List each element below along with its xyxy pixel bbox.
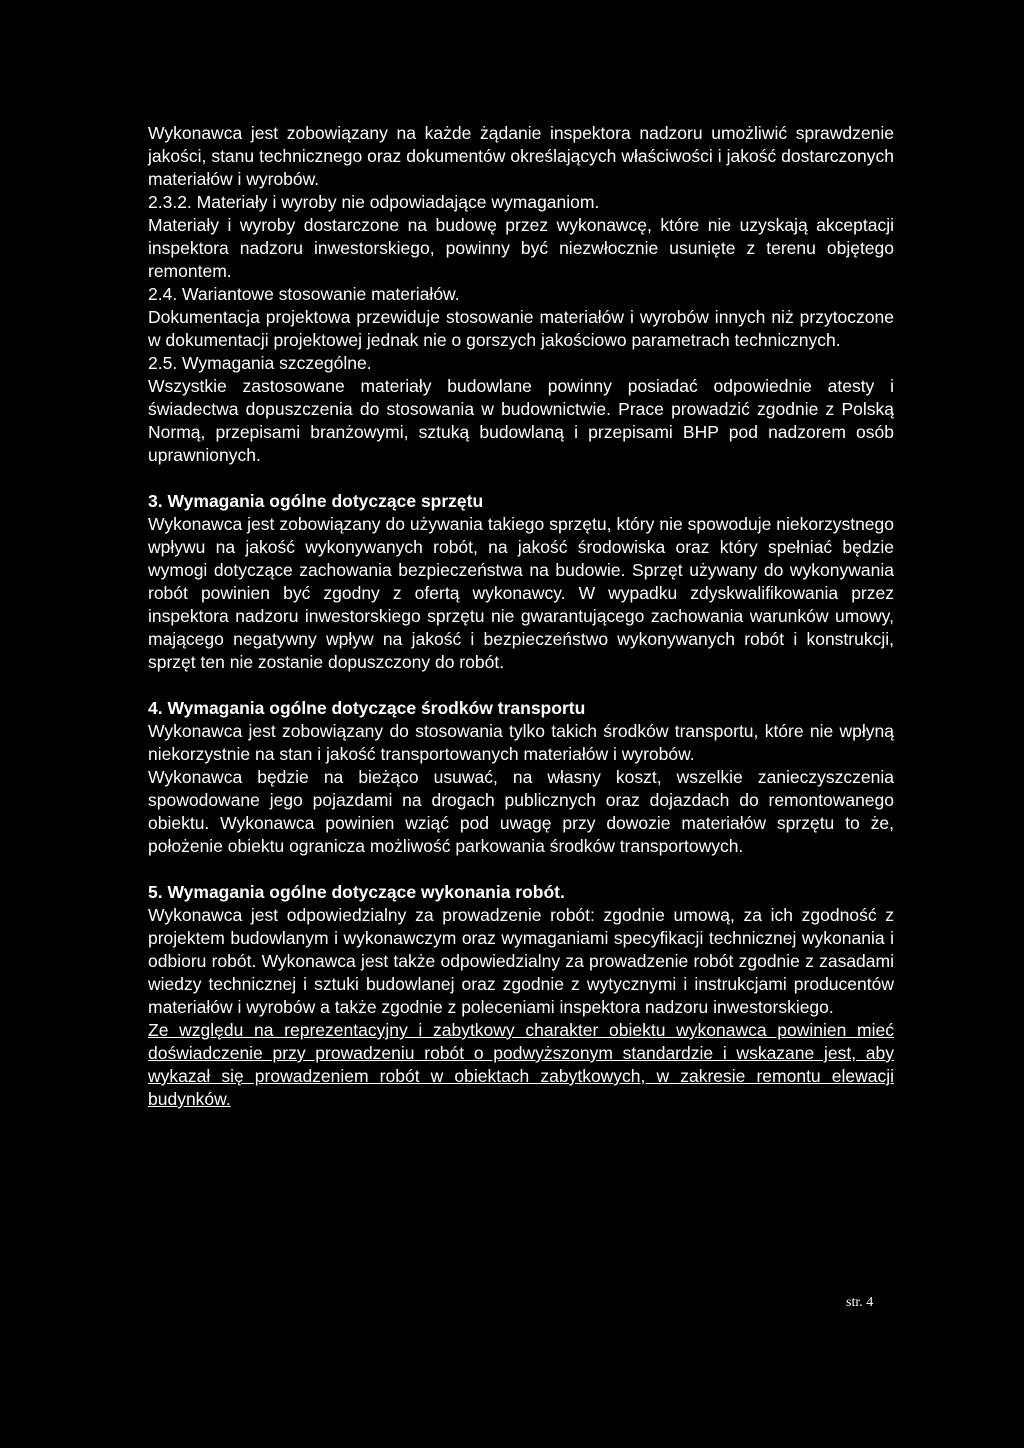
- document-body: [148, 122, 894, 1111]
- page-number: str. 4: [846, 1295, 874, 1310]
- heading-section-5: 5. Wymagania ogólne dotyczące wykonania robót.: [148, 882, 565, 902]
- heading-2-3-2: 2.3.2. Materiały i wyroby nie odpowiadające wymaganiom.: [148, 192, 600, 212]
- heading-2-5: 2.5. Wymagania szczególne.: [148, 353, 372, 373]
- paragraph-section-5: Wykonawca jest odpowiedzialny za prowadzenie robót: zgodnie umową, za ich zgodność z projektem budowlanym i wykonawczym oraz wymaganiami specyfikacji technicznej wykonania i odbioru robót. Wykonawca jest także odpowiedzialny za prowadzenie robót zgodnie z zasadami wiedzy technicznej i sztuki budowlanej oraz zgodnie z wytycznymi i instrukcjami producentów materiałów i wyrobów a także zgodnie z poleceniami inspektora nadzoru inwestorskiego.: [148, 905, 894, 1017]
- paragraph-section-5-underlined: Ze względu na reprezentacyjny i zabytkowy charakter obiektu wykonawca powinien mieć doświadczenie przy prowadzeniu robót o podwyższonym standardzie i wskazane jest, aby wykazał się prowadzeniem robót w obiektach zabytkowych, w zakresie remontu elewacji budynków.: [148, 1020, 894, 1109]
- section-gap: [148, 467, 894, 490]
- paragraph-inspection: Wykonawca jest zobowiązany na każde żądanie inspektora nadzoru umożliwić sprawdzenie jakości, stanu technicznego oraz dokumentów określających właściwości i jakość dostarczonych materiałów i wyrobów.: [148, 123, 894, 189]
- heading-section-3: 3. Wymagania ogólne dotyczące sprzętu: [148, 491, 484, 511]
- paragraph-section-4a: Wykonawca jest zobowiązany do stosowania tylko takich środków transportu, które nie wpłyną niekorzystnie na stan i jakość transportowanych materiałów i wyrobów.: [148, 721, 894, 764]
- paragraph-section-3: Wykonawca jest zobowiązany do używania takiego sprzętu, który nie spowoduje niekorzystnego wpływu na jakość wykonywanych robót, na jakość środowiska oraz który spełniać będzie wymogi dotyczące zachowania bezpieczeństwa na budowie. Sprzęt używany do wykonywania robót powinien być zgodny z ofertą wykonawcy. W wypadku zdyskwalifikowania przez inspektora nadzoru inwestorskiego sprzętu nie gwarantującego zachowania warunków umowy, mającego negatywny wpływ na jakość i bezpieczeństwo wykonywanych robót i konstrukcji, sprzęt ten nie zostanie dopuszczony do robót.: [148, 514, 894, 672]
- paragraph-2-4: Dokumentacja projektowa przewiduje stosowanie materiałów i wyrobów innych niż przytoczone w dokumentacji projektowej jednak nie o gorszych jakościowo parametrach technicznych.: [148, 307, 894, 350]
- heading-2-4: 2.4. Wariantowe stosowanie materiałów.: [148, 284, 460, 304]
- section-gap: [148, 674, 894, 697]
- paragraph-2-3-2: Materiały i wyroby dostarczone na budowę przez wykonawcę, które nie uzyskają akceptacji inspektora nadzoru inwestorskiego, powinny być niezwłocznie usunięte z terenu objętego remontem.: [148, 215, 894, 281]
- paragraph-2-5: Wszystkie zastosowane materiały budowlane powinny posiadać odpowiednie atesty i świadectwa dopuszczenia do stosowania w budownictwie. Prace prowadzić zgodnie z Polską Normą, przepisami branżowymi, sztuką budowlaną i przepisami BHP pod nadzorem osób uprawnionych.: [148, 376, 894, 465]
- section-gap: [148, 858, 894, 881]
- paragraph-section-4b: Wykonawca będzie na bieżąco usuwać, na własny koszt, wszelkie zanieczyszczenia spowodowane jego pojazdami na drogach publicznych oraz dojazdach do remontowanego obiektu. Wykonawca powinien wziąć pod uwagę przy dowozie materiałów sprzętu to że, położenie obiektu ogranicza możliwość parkowania środków transportowych.: [148, 767, 894, 856]
- heading-section-4: 4. Wymagania ogólne dotyczące środków transportu: [148, 698, 586, 718]
